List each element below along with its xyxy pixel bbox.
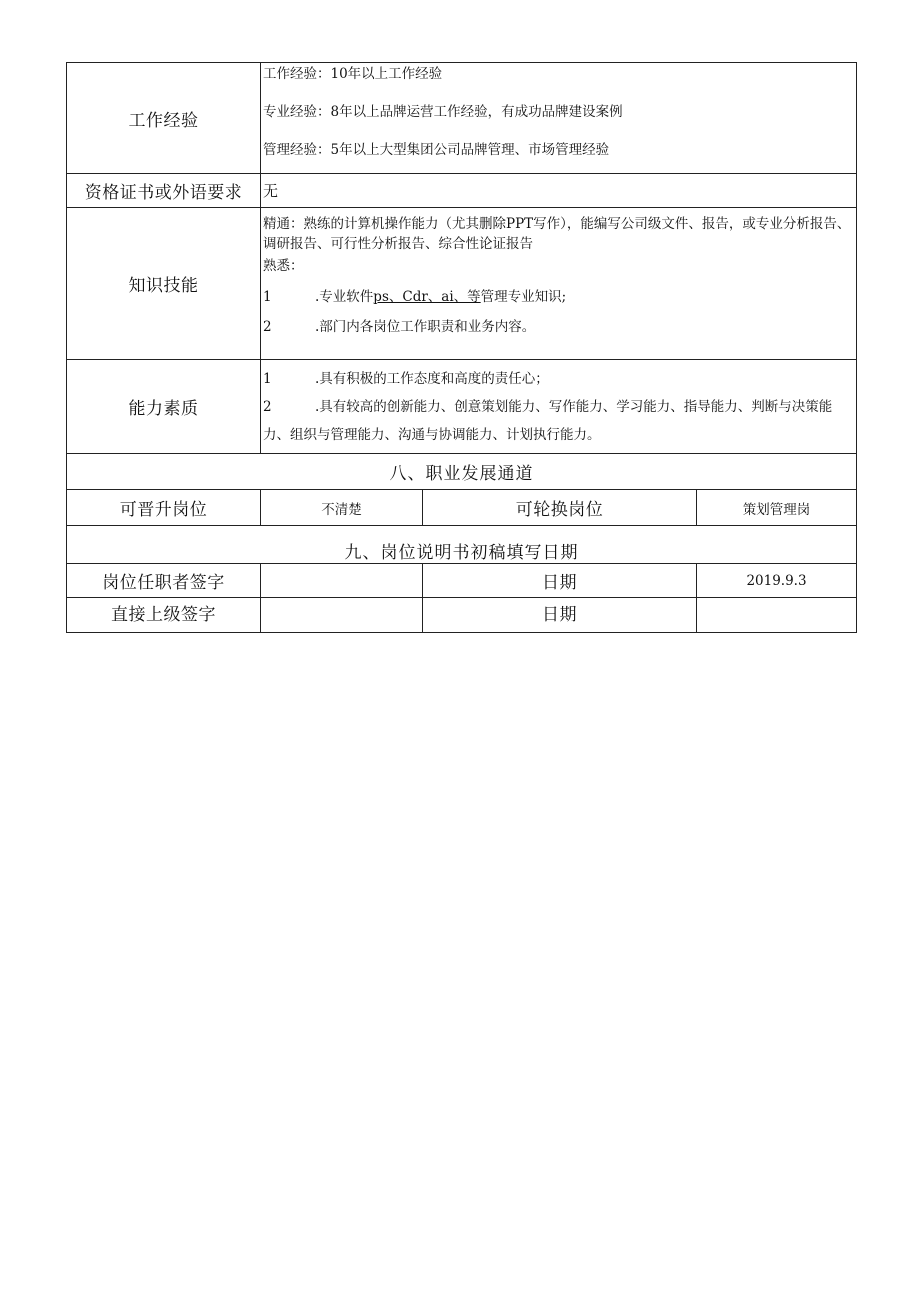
knowledge-item-1-pre: .专业软件 xyxy=(315,289,374,305)
superior-signature-row xyxy=(67,598,857,633)
ability-item-2-text: .具有较高的创新能力、创意策划能力、写作能力、学习能力、指导能力、判断与决策能力、组织与管理能力、沟通与协调能力、计划执行能力。 xyxy=(263,399,833,443)
career-section-row xyxy=(67,454,857,490)
work-experience-line-total: 工作经验：10年以上工作经验 xyxy=(263,66,443,82)
certificate-value: 无 xyxy=(261,174,857,208)
work-experience-line-professional: 专业经验：8年以上品牌运营工作经验，有成功品牌建设案例 xyxy=(263,104,623,120)
promote-label: 可晋升岗位 xyxy=(67,490,261,526)
knowledge-item-1-software: ps、Cdr、ai、等 xyxy=(373,289,481,305)
date-section-title: 九、岗位说明书初稿填写日期 xyxy=(67,526,857,564)
superior-signature-field[interactable] xyxy=(261,598,423,633)
knowledge-row xyxy=(67,208,857,360)
knowledge-familiar-label: 熟悉： xyxy=(263,258,304,274)
knowledge-item-1-number: 1 xyxy=(263,289,272,305)
ability-content xyxy=(261,360,857,454)
knowledge-item-2-text: .部门内各岗位工作职责和业务内容。 xyxy=(315,319,536,335)
ability-item-2-number: 2 xyxy=(263,399,272,415)
career-path-row xyxy=(67,490,857,526)
ability-item-1-number: 1 xyxy=(263,371,272,387)
knowledge-label: 知识技能 xyxy=(67,208,261,360)
rotate-label: 可轮换岗位 xyxy=(423,490,697,526)
certificate-row xyxy=(67,174,857,208)
work-experience-row xyxy=(67,63,857,174)
ability-item-1-text: .具有积极的工作态度和高度的责任心； xyxy=(315,371,549,387)
date-section-row xyxy=(67,526,857,564)
superior-date-value[interactable] xyxy=(697,598,857,633)
superior-signature-label: 直接上级签字 xyxy=(67,598,261,633)
superior-date-label: 日期 xyxy=(423,598,697,633)
holder-date-value[interactable]: 2019.9.3 xyxy=(697,564,857,598)
knowledge-item-1 xyxy=(263,287,854,307)
holder-signature-field[interactable] xyxy=(261,564,423,598)
work-experience-line-management: 管理经验：5年以上大型集团公司品牌管理、市场管理经验 xyxy=(263,142,610,158)
knowledge-item-2 xyxy=(263,317,854,337)
work-experience-content xyxy=(261,63,857,174)
holder-signature-label: 岗位任职者签字 xyxy=(67,564,261,598)
holder-signature-row xyxy=(67,564,857,598)
knowledge-content xyxy=(261,208,857,360)
promote-value: 不清楚 xyxy=(261,490,423,526)
certificate-label: 资格证书或外语要求 xyxy=(67,174,261,208)
ability-label: 能力素质 xyxy=(67,360,261,454)
ability-item-1 xyxy=(263,369,854,389)
knowledge-item-1-post: 管理专业知识; xyxy=(480,289,567,305)
job-description-table xyxy=(66,62,857,633)
knowledge-item-2-number: 2 xyxy=(263,319,272,335)
ability-item-2 xyxy=(263,393,854,449)
holder-date-label: 日期 xyxy=(423,564,697,598)
ability-row xyxy=(67,360,857,454)
knowledge-proficient: 精通：熟练的计算机操作能力（尤其删除PPT写作），能编写公司级文件、报告，或专业分析报告、调研报告、可行性分析报告、综合性论证报告 xyxy=(263,216,851,252)
work-experience-label: 工作经验 xyxy=(67,63,261,174)
career-section-title: 八、职业发展通道 xyxy=(67,454,857,490)
rotate-value: 策划管理岗 xyxy=(697,490,857,526)
